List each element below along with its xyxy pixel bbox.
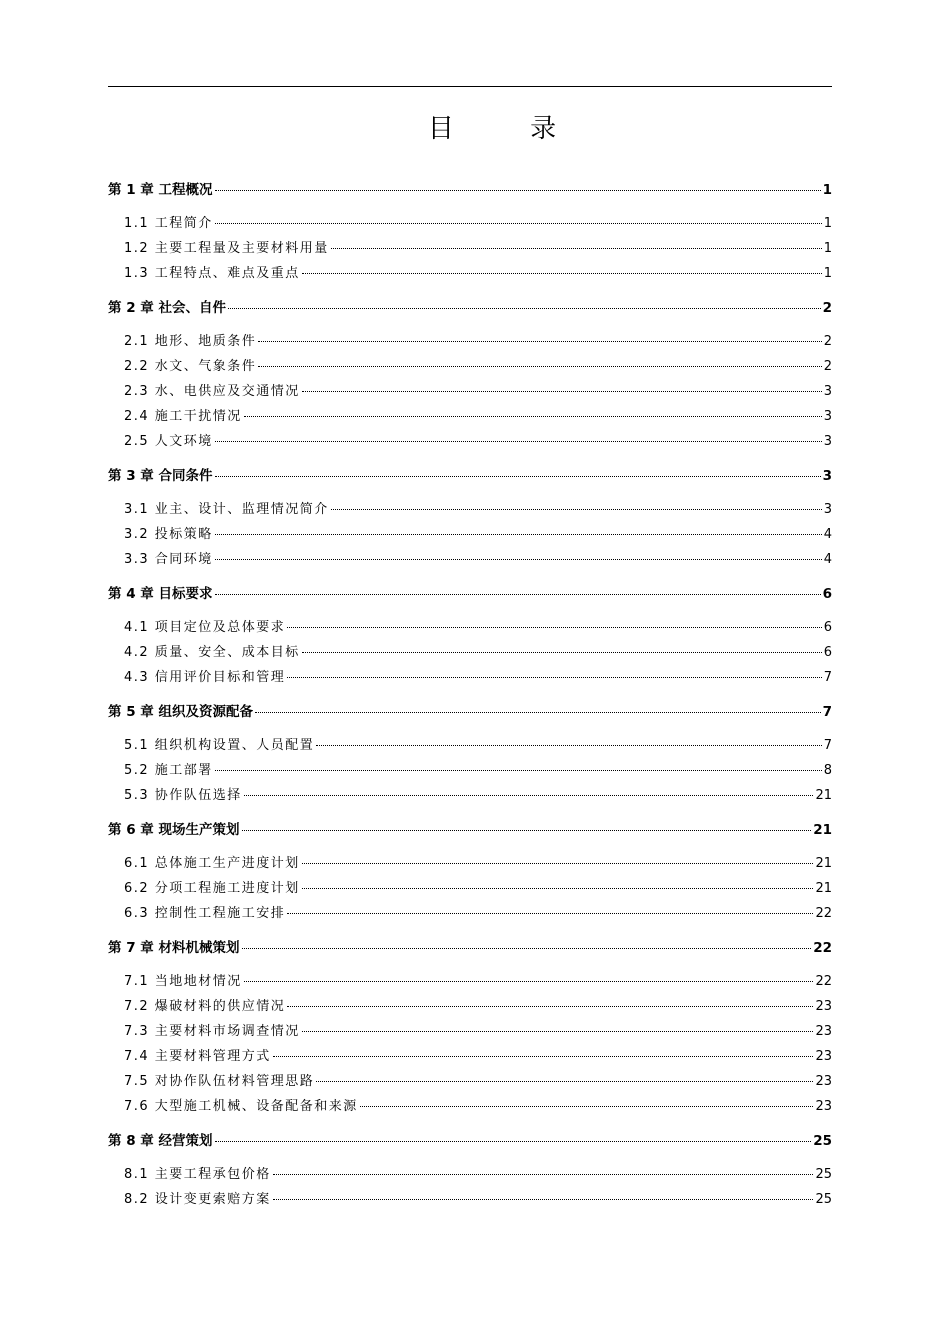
toc-entry-page-number: 25 <box>813 1133 832 1149</box>
toc-entry-label: 第 6 章 现场生产策划 <box>108 822 240 838</box>
toc-entry-label: 5.3 协作队伍选择 <box>124 788 242 803</box>
toc-section-entry[interactable] <box>108 237 832 262</box>
toc-entry-label: 7.6 大型施工机械、设备配备和来源 <box>124 1099 358 1114</box>
toc-entry-page-number: 23 <box>815 1099 832 1114</box>
dot-leader <box>302 273 822 274</box>
toc-entry-page-number: 7 <box>823 738 832 753</box>
toc-section-entry[interactable] <box>108 405 832 430</box>
toc-entry-page-number: 3 <box>823 434 832 449</box>
toc-section-entry[interactable] <box>108 784 832 809</box>
toc-entry-page-number: 3 <box>823 384 832 399</box>
header-rule <box>108 86 832 87</box>
toc-entry-page-number: 23 <box>815 1024 832 1039</box>
toc-section-entry[interactable] <box>108 355 832 380</box>
toc-entry-label: 4.2 质量、安全、成本目标 <box>124 645 300 660</box>
toc-entry-page-number: 21 <box>813 822 832 838</box>
toc-entry-page-number: 6 <box>823 645 832 660</box>
dot-leader <box>215 476 821 477</box>
dot-leader <box>302 863 814 864</box>
toc-entry-page-number: 2 <box>823 334 832 349</box>
toc-entry-page-number: 1 <box>823 216 832 231</box>
toc-entry-label: 3.1 业主、设计、监理情况简介 <box>124 502 329 517</box>
toc-entry-label: 2.3 水、电供应及交通情况 <box>124 384 300 399</box>
dot-leader <box>273 1174 814 1175</box>
toc-entry-page-number: 6 <box>822 586 832 602</box>
toc-chapter-entry[interactable] <box>108 1129 832 1154</box>
toc-entry-page-number: 3 <box>823 409 832 424</box>
toc-entry-label: 第 5 章 组织及资源配备 <box>108 704 253 720</box>
dot-leader <box>360 1106 814 1107</box>
toc-entry-label: 7.4 主要材料管理方式 <box>124 1049 271 1064</box>
toc-entry-label: 第 7 章 材料机械策划 <box>108 940 240 956</box>
dot-leader <box>215 441 822 442</box>
toc-entry-page-number: 1 <box>823 266 832 281</box>
toc-entry-page-number: 23 <box>815 1074 832 1089</box>
toc-section-entry[interactable] <box>108 1163 832 1188</box>
toc-entry-label: 7.3 主要材料市场调查情况 <box>124 1024 300 1039</box>
toc-chapter-entry[interactable] <box>108 178 832 203</box>
toc-entry-page-number: 23 <box>815 1049 832 1064</box>
toc-entry-page-number: 4 <box>823 527 832 542</box>
toc-section-entry[interactable] <box>108 212 832 237</box>
toc-entry-label: 1.2 主要工程量及主要材料用量 <box>124 241 329 256</box>
toc-entry-page-number: 1 <box>823 241 832 256</box>
toc-entry-label: 6.2 分项工程施工进度计划 <box>124 881 300 896</box>
toc-section-entry[interactable] <box>108 498 832 523</box>
dot-leader <box>302 391 822 392</box>
toc-section-entry[interactable] <box>108 1188 832 1213</box>
dot-leader <box>215 223 822 224</box>
toc-entry-page-number: 3 <box>822 468 832 484</box>
dot-leader <box>273 1056 814 1057</box>
toc-entry-label: 7.1 当地地材情况 <box>124 974 242 989</box>
toc-chapter-entry[interactable] <box>108 582 832 607</box>
toc-section-entry[interactable] <box>108 852 832 877</box>
dot-leader <box>228 308 821 309</box>
toc-entry-page-number: 3 <box>823 502 832 517</box>
toc-entry-page-number: 22 <box>815 974 832 989</box>
dot-leader <box>287 1006 813 1007</box>
dot-leader <box>215 534 822 535</box>
toc-entry-page-number: 1 <box>822 182 832 198</box>
toc-section-entry[interactable] <box>108 759 832 784</box>
toc-entry-label: 7.2 爆破材料的供应情况 <box>124 999 286 1014</box>
dot-leader <box>258 366 821 367</box>
toc-entry-label: 6.3 控制性工程施工安排 <box>124 906 286 921</box>
dot-leader <box>273 1199 814 1200</box>
dot-leader <box>302 1031 814 1032</box>
toc-section-entry[interactable] <box>108 548 832 573</box>
toc-entry-label: 1.1 工程简介 <box>124 216 213 231</box>
toc-entry-label: 第 2 章 社会、自件 <box>108 300 226 316</box>
toc-entry-page-number: 21 <box>815 856 832 871</box>
toc-section-entry[interactable] <box>108 430 832 455</box>
toc-entry-page-number: 4 <box>823 552 832 567</box>
toc-section-entry[interactable] <box>108 1020 832 1045</box>
dot-leader <box>287 627 821 628</box>
toc-entry-label: 4.1 项目定位及总体要求 <box>124 620 286 635</box>
dot-leader <box>215 594 821 595</box>
toc-entry-label: 8.2 设计变更索赔方案 <box>124 1192 271 1207</box>
toc-entry-page-number: 8 <box>823 763 832 778</box>
toc-entry-label: 3.2 投标策略 <box>124 527 213 542</box>
toc-section-entry[interactable] <box>108 616 832 641</box>
toc-entry-label: 6.1 总体施工生产进度计划 <box>124 856 300 871</box>
toc-section-entry[interactable] <box>108 330 832 355</box>
toc-section-entry[interactable] <box>108 1095 832 1120</box>
dot-leader <box>302 652 822 653</box>
toc-section-entry[interactable] <box>108 1045 832 1070</box>
toc-entry-label: 5.1 组织机构设置、人员配置 <box>124 738 315 753</box>
toc-entry-label: 3.3 合同环境 <box>124 552 213 567</box>
toc-section-entry[interactable] <box>108 902 832 927</box>
dot-leader <box>287 677 821 678</box>
toc-section-entry[interactable] <box>108 970 832 995</box>
toc-section-entry[interactable] <box>108 666 832 691</box>
dot-leader <box>331 509 822 510</box>
toc-entry-page-number: 6 <box>823 620 832 635</box>
toc-entry-label: 5.2 施工部署 <box>124 763 213 778</box>
toc-entry-label: 7.5 对协作队伍材料管理思路 <box>124 1074 315 1089</box>
toc-section-entry[interactable] <box>108 1070 832 1095</box>
dot-leader <box>215 1141 812 1142</box>
document-title: 目 录 <box>427 114 591 144</box>
toc-entry-page-number: 21 <box>815 881 832 896</box>
toc-section-entry[interactable] <box>108 380 832 405</box>
toc-entry-page-number: 21 <box>815 788 832 803</box>
toc-chapter-entry[interactable] <box>108 296 832 321</box>
dot-leader <box>244 981 814 982</box>
toc-entry-page-number: 22 <box>813 940 832 956</box>
dot-leader <box>215 559 822 560</box>
toc-entry-label: 4.3 信用评价目标和管理 <box>124 670 286 685</box>
toc-chapter-entry[interactable] <box>108 936 832 961</box>
toc-section-entry[interactable] <box>108 877 832 902</box>
toc-entry-label: 第 1 章 工程概况 <box>108 182 213 198</box>
dot-leader <box>215 190 821 191</box>
toc-entry-label: 第 3 章 合同条件 <box>108 468 213 484</box>
toc-entry-page-number: 7 <box>822 704 832 720</box>
toc-section-entry[interactable] <box>108 995 832 1020</box>
dot-leader <box>242 830 812 831</box>
table-of-contents <box>108 178 832 1213</box>
toc-section-entry[interactable] <box>108 523 832 548</box>
toc-entry-page-number: 2 <box>823 359 832 374</box>
toc-entry-page-number: 25 <box>815 1167 832 1182</box>
toc-entry-page-number: 22 <box>815 906 832 921</box>
toc-entry-page-number: 23 <box>815 999 832 1014</box>
toc-entry-label: 2.5 人文环境 <box>124 434 213 449</box>
dot-leader <box>302 888 814 889</box>
toc-section-entry[interactable] <box>108 734 832 759</box>
dot-leader <box>244 416 822 417</box>
dot-leader <box>255 712 821 713</box>
toc-section-entry[interactable] <box>108 262 832 287</box>
dot-leader <box>244 795 814 796</box>
toc-entry-page-number: 2 <box>822 300 832 316</box>
toc-entry-label: 2.1 地形、地质条件 <box>124 334 257 349</box>
dot-leader <box>316 1081 813 1082</box>
toc-chapter-entry[interactable] <box>108 818 832 843</box>
dot-leader <box>331 248 822 249</box>
dot-leader <box>242 948 812 949</box>
toc-chapter-entry[interactable] <box>108 464 832 489</box>
toc-section-entry[interactable] <box>108 641 832 666</box>
dot-leader <box>316 745 821 746</box>
toc-entry-label: 1.3 工程特点、难点及重点 <box>124 266 300 281</box>
toc-entry-page-number: 25 <box>815 1192 832 1207</box>
toc-entry-page-number: 7 <box>823 670 832 685</box>
toc-entry-label: 2.2 水文、气象条件 <box>124 359 257 374</box>
dot-leader <box>215 770 822 771</box>
dot-leader <box>258 341 821 342</box>
toc-chapter-entry[interactable] <box>108 700 832 725</box>
toc-entry-label: 第 4 章 目标要求 <box>108 586 213 602</box>
toc-entry-label: 8.1 主要工程承包价格 <box>124 1167 271 1182</box>
toc-entry-label: 第 8 章 经营策划 <box>108 1133 213 1149</box>
dot-leader <box>287 913 813 914</box>
toc-entry-label: 2.4 施工干扰情况 <box>124 409 242 424</box>
